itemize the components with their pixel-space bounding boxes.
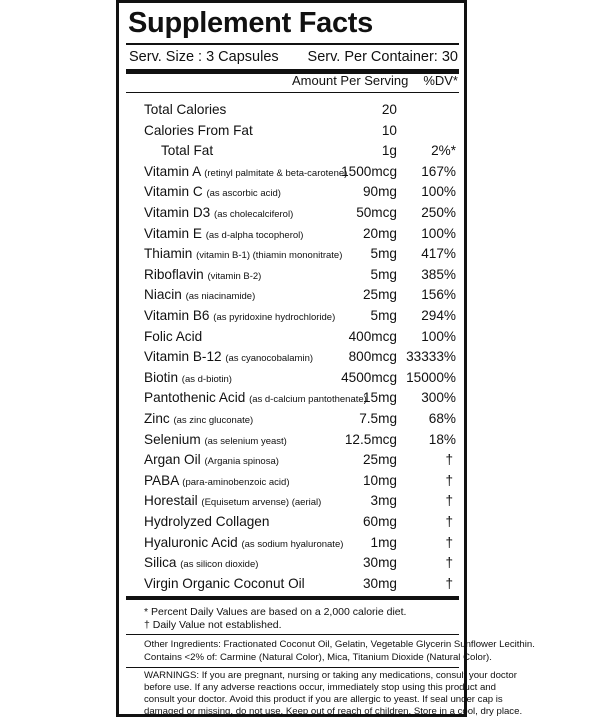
other-ingredients-line-1: Other Ingredients: Fractionated Coconut Oil, Gelatin, Vegetable Glycerin Sunflower Lecithin.	[144, 639, 535, 650]
nutrient-source: (as cyanocobalamin)	[225, 353, 314, 365]
nutrient-label: Vitamin B6	[144, 308, 210, 323]
ingredients-divider	[126, 667, 459, 668]
nutrient-amount: 50mcg	[356, 205, 397, 220]
panel-title: Supplement Facts	[128, 7, 373, 39]
nutrient-row	[119, 102, 464, 122]
nutrient-label: Zinc	[144, 411, 170, 426]
nutrient-dv: 33333%	[406, 349, 456, 365]
nutrient-amount: 20mg	[362, 225, 397, 241]
nutrient-label: Biotin	[144, 369, 179, 385]
amount-header: Amount Per Serving	[292, 73, 409, 88]
nutrient-amount: 25mg	[362, 287, 397, 303]
nutrient-dv: 385%	[421, 266, 456, 282]
nutrient-dv: 100%	[421, 184, 456, 200]
nutrient-label: Vitamin C	[144, 184, 203, 200]
nutrient-amount: 1g	[381, 143, 397, 159]
nutrient-name	[144, 329, 202, 344]
nutrient-row	[119, 123, 464, 143]
nutrient-name	[161, 143, 213, 158]
nutrient-label: Argan Oil	[144, 452, 201, 468]
nutrient-label: Selenium	[144, 431, 201, 447]
nutrient-label: Pantothenic Acid	[144, 390, 246, 406]
nutrient-source: (vitamin B-1) (thiamin mononitrate)	[196, 250, 343, 262]
nutrient-row	[119, 432, 464, 452]
nutrient-name	[144, 308, 335, 323]
nutrient-amount: 10mg	[362, 472, 397, 488]
nutrient-amount: 60mg	[362, 514, 397, 529]
nutrient-dv: 167%	[421, 163, 456, 179]
nutrient-name	[144, 226, 303, 241]
nutrient-source: (as silicon dioxide)	[180, 559, 259, 571]
nutrient-label: Total Calories	[144, 102, 227, 117]
header-divider	[126, 92, 459, 93]
nutrient-source: (as d-calcium pantothenate)	[249, 394, 367, 406]
nutrient-source: (as d-biotin)	[181, 373, 232, 385]
nutrient-dv: †	[445, 472, 453, 488]
nutrient-name	[144, 452, 279, 467]
nutrient-row	[119, 287, 464, 307]
nutrient-amount: 12.5mcg	[344, 431, 397, 447]
nutrient-label: Total Fat	[161, 143, 214, 159]
nutrient-label: Vitamin E	[144, 225, 202, 241]
nutrient-label: Virgin Organic Coconut Oil	[144, 575, 305, 591]
nutrient-name	[144, 123, 253, 138]
nutrient-label: Horestail	[144, 493, 198, 509]
nutrient-amount: 3mg	[370, 493, 397, 509]
nutrient-name	[144, 184, 281, 199]
nutrient-dv: 2%*	[431, 143, 456, 159]
nutrient-label: Silica	[144, 555, 177, 571]
nutrient-amount: 15mg	[362, 390, 397, 406]
nutrient-name	[144, 432, 287, 447]
serving-size: Serv. Size : 3 Capsules	[129, 49, 279, 65]
nutrient-dv: 100%	[421, 328, 456, 344]
nutrient-row	[119, 370, 464, 390]
nutrient-row	[119, 473, 464, 493]
nutrient-dv: †	[445, 452, 453, 468]
nutrient-label: Vitamin B-12	[144, 349, 222, 365]
bottom-divider	[126, 596, 459, 600]
nutrient-source: (para-aminobenzoic acid)	[182, 476, 290, 488]
nutrient-label: Niacin	[144, 287, 182, 303]
nutrient-name	[144, 287, 255, 302]
nutrient-name	[144, 370, 232, 385]
supplement-facts-panel	[116, 0, 535, 717]
nutrient-name	[144, 267, 261, 282]
nutrient-row	[119, 226, 464, 246]
nutrient-row	[119, 329, 464, 349]
nutrient-source: (as zinc gluconate)	[173, 415, 254, 426]
nutrient-source: (as d-alpha tocopherol)	[205, 229, 304, 241]
nutrient-label: Riboflavin	[144, 266, 204, 282]
nutrient-amount: 7.5mg	[359, 411, 397, 426]
nutrient-source: (as sodium hyaluronate)	[241, 538, 344, 550]
nutrient-dv: 15000%	[406, 369, 456, 385]
nutrient-amount: 4500mcg	[341, 369, 397, 385]
nutrient-amount: 20	[381, 102, 397, 117]
nutrient-name	[144, 102, 226, 117]
nutrient-row	[119, 308, 464, 328]
nutrient-label: Vitamin D3	[144, 205, 211, 220]
nutrient-name	[144, 473, 290, 488]
warning-line-2: before use. If any adverse reactions occur, immediately stop using this product and	[144, 682, 496, 693]
nutrient-name	[144, 555, 258, 570]
dagger-footnote: † Daily Value not established.	[144, 619, 282, 631]
nutrient-dv: 294%	[421, 308, 456, 323]
nutrient-amount: 30mg	[362, 555, 397, 571]
nutrient-name	[144, 514, 269, 529]
nutrient-row	[119, 164, 464, 184]
nutrient-source: (as ascorbic acid)	[206, 188, 281, 200]
nutrient-dv: 18%	[428, 431, 456, 447]
nutrient-amount: 5mg	[370, 246, 397, 262]
warning-line-3: consult your doctor. Avoid this product if you are allergic to yeast. If seal under cap is	[144, 694, 503, 705]
nutrient-dv: †	[445, 575, 453, 591]
nutrient-label: Folic Acid	[144, 328, 203, 344]
warning-line-1: WARNINGS: If you are pregnant, nursing or taking any medications, consult your doctor	[144, 670, 517, 681]
nutrient-row	[119, 452, 464, 472]
nutrient-source: (vitamin B-2)	[207, 270, 262, 282]
nutrient-source: (as pyridoxine hydrochloride)	[213, 312, 336, 323]
nutrient-dv: 417%	[421, 246, 456, 262]
nutrient-dv: †	[445, 534, 453, 550]
title-divider	[126, 43, 459, 45]
nutrient-row	[119, 205, 464, 225]
nutrient-dv: †	[445, 514, 453, 529]
nutrient-amount: 10	[381, 122, 397, 138]
nutrient-name	[144, 493, 321, 508]
nutrient-name	[144, 349, 313, 364]
footnote-divider	[126, 634, 459, 635]
dv-header: %DV*	[423, 73, 458, 88]
nutrient-name	[144, 205, 293, 220]
other-ingredients-line-2: Contains <2% of: Carmine (Natural Color), Mica, Titanium Dioxide (Natural Color).	[144, 652, 492, 663]
dv-footnote: * Percent Daily Values are based on a 2,000 calorie diet.	[144, 606, 407, 618]
nutrient-amount: 1500mcg	[341, 163, 397, 179]
nutrient-row	[119, 267, 464, 287]
nutrient-row	[119, 246, 464, 266]
nutrient-amount: 90mg	[362, 184, 397, 200]
nutrient-source: (as cholecalciferol)	[214, 209, 294, 220]
nutrient-row	[119, 514, 464, 534]
nutrient-label: Calories From Fat	[144, 122, 253, 138]
nutrient-dv: †	[445, 493, 453, 509]
servings-per-container: Serv. Per Container: 30	[307, 49, 458, 65]
nutrient-source: (as selenium yeast)	[204, 435, 287, 447]
nutrient-label: Thiamin	[144, 246, 193, 262]
nutrient-dv: 250%	[421, 205, 456, 220]
nutrient-source: (as niacinamide)	[185, 291, 256, 303]
nutrient-label: Hyaluronic Acid	[144, 534, 238, 550]
nutrient-name	[144, 535, 343, 550]
nutrient-row	[119, 349, 464, 369]
nutrient-amount: 30mg	[362, 575, 397, 591]
nutrient-name	[144, 390, 367, 405]
nutrient-name	[144, 411, 253, 426]
nutrient-source: (Equisetum arvense) (aerial)	[201, 497, 322, 509]
nutrient-row	[119, 390, 464, 410]
nutrient-name	[144, 576, 305, 591]
nutrient-dv: 300%	[421, 390, 456, 406]
nutrient-amount: 400mcg	[348, 328, 397, 344]
nutrient-dv: †	[445, 555, 453, 571]
nutrient-row	[119, 493, 464, 513]
nutrient-dv: 100%	[421, 225, 456, 241]
nutrient-row	[119, 143, 464, 163]
nutrient-label: PABA	[144, 472, 179, 488]
warning-line-4: damaged or missing, do not use. Keep out of reach of children. Store in a cool, dry place.	[144, 706, 523, 717]
nutrient-row	[119, 535, 464, 555]
nutrient-source: (Argania spinosa)	[204, 456, 279, 468]
nutrient-dv: 68%	[428, 411, 456, 426]
nutrient-row	[119, 555, 464, 575]
nutrient-amount: 1mg	[370, 534, 397, 550]
nutrient-label: Vitamin A	[144, 163, 201, 179]
nutrient-amount: 25mg	[362, 452, 397, 468]
nutrient-label: Hydrolyzed Collagen	[144, 514, 270, 529]
nutrient-row	[119, 411, 464, 431]
nutrient-dv: 156%	[421, 287, 456, 303]
nutrient-amount: 5mg	[370, 266, 397, 282]
nutrient-row	[119, 184, 464, 204]
nutrient-row	[119, 576, 464, 596]
nutrient-amount: 800mcg	[348, 349, 397, 365]
nutrient-source: (retinyl palmitate & beta-carotene)	[204, 167, 348, 179]
nutrient-name	[144, 246, 342, 261]
nutrient-amount: 5mg	[370, 308, 397, 323]
nutrient-name	[144, 164, 347, 179]
